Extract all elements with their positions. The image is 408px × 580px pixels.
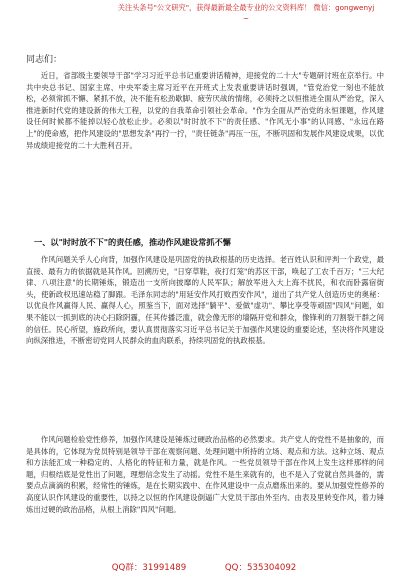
footer-qq-group: QQ群：31991489 <box>111 563 187 573</box>
paragraph-style-history: 作风问题关乎人心向背，加强作风建设是巩固党的执政根基的历史选择。老百姓认识和评判一个政党，最直接、最有力的依据就是其作风。回溯历史，"日穿草鞋，夜打灯笼"的苏区干部，唤起了工农千百万；"三大纪律、八项注意"的长期锤炼，锻造出一支所向披靡的人民军队；解放军进入大上海不扰民，和衣而卧露宿街头，使新政权迅速站稳了脚跟。毛泽东同志的"用延安作风打败西安作风"，道出了共产党人创造历史的奥秘：以优良作风赢得人民、赢得人心，照鉴当下，面对选择"躺平"、爱做"虚功"、攀比享受等顽固"四风"问题，如果不能以一抓到底的决心扫除阴霾，任其传播泛滥，就会像无形的墙隔开党和群众，像锋利的刀割裂干群之间的信任。民心所望，施政所向，要认真贯彻落实习近平总书记关于加强作风建设的重要论述，坚决将作风建设向纵深推进，不断密切党同人民群众的血肉联系，持续巩固党的执政根基。 <box>26 255 384 346</box>
section-heading: 一、以"时时放不下"的责任感，推动作风建设常抓不懈 <box>34 237 231 247</box>
header-banner <box>96 2 396 28</box>
footer-qq-number: QQ：535304092 <box>224 563 297 573</box>
paragraph-intro: 近日，省部级主要领导干部"学习习近平总书记重要讲话精神，迎接党的二十大"专题研讨班在京举行。中共中央总书记、国家主席、中央军委主席习近平在开班式上发表重要讲话时强调，"管党治党一刻也不能放松，必须常抓不懈、紧抓不放，决不能有松劲歇脚、疲劳厌战的情绪，必须持之以恒推进全面从严治党，深入推进新时代党的建设新的伟大工程，以党的自我革命引领社会革命。"作为全面从严治党的永恒课题，作风建设任何时候都不能掉以轻心放松止步。必须以"时时放不下"的责任感、"作风无小事"的认同感、"永远在路上"的使命感，把作风建设的"思想发条"再拧一拧，"责任链条"再压一压，不断巩固和发展作风建设成果，以优异成绩迎接党的二十大胜利召开。 <box>26 71 384 150</box>
paragraph-party-spirit: 作风问题检验党性修养，加强作风建设是锤炼过硬政治品格的必然要求。共产党人的党性不是抽象的，而是具体的，它体现为党员特别是领导干部在观察问题、处理问题中所持的立场、观点和方法。这种立场、观点和方法能汇成一种稳定的、人格化的特征和力量，就是作风。一些党员领导干部在作风上发生这样那样的问题，归根结底是党性出了问题，理想信念发生了动摇。党性不是生来就有的，也不是入了党就自然具备的，需要点点滴滴的积累，经常性的锤炼，是在长期实践中、在作风建设中一点点磨炼出来的。要从加强党性修养的高度认识作风建设的重要性，以持之以恒的作风建设倒逼广大党员干部由外至内、由表及里转变作风，着力锤炼出过硬的政治品格，从根上消除"四风"问题。 <box>26 435 384 514</box>
greeting: 同志们： <box>26 55 63 65</box>
footer-contact <box>0 562 408 574</box>
header-banner-line2: ~ <box>242 14 250 23</box>
header-banner-line1: 关注头条号"公文研究"，获得最新最全最专业的公文资料库！ 微信：gongwenyj <box>117 3 375 12</box>
